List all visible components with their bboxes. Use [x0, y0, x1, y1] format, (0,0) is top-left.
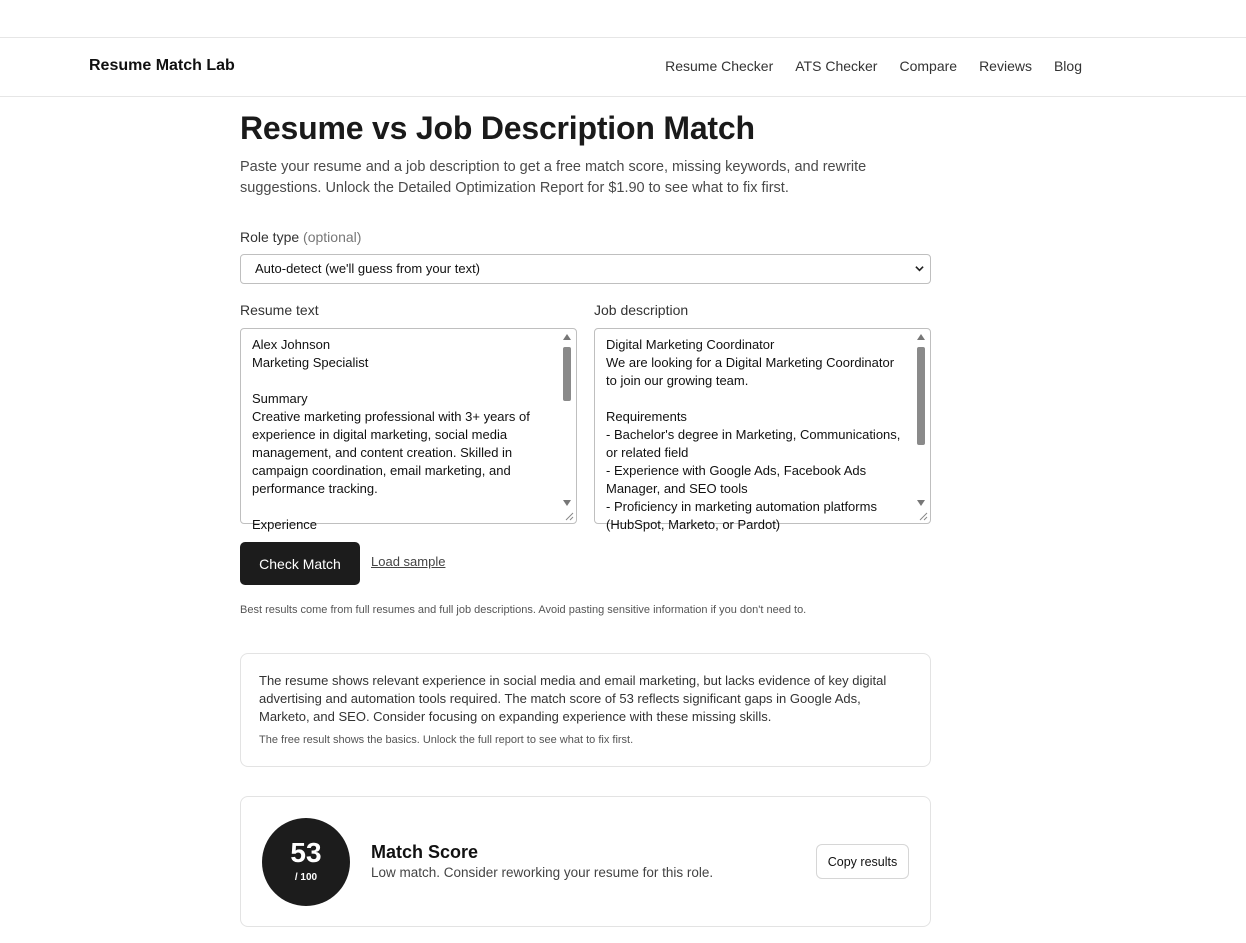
match-score-card [240, 796, 931, 927]
nav-link-compare[interactable]: Compare [899, 58, 958, 74]
resume-text-label: Resume text [240, 302, 319, 318]
load-sample-link[interactable]: Load sample [371, 554, 446, 569]
site-header [0, 38, 1246, 97]
chevron-down-icon [915, 264, 924, 273]
resume-scrollbar[interactable] [562, 333, 572, 507]
main-content [240, 108, 931, 883]
job-description-scrollbar[interactable] [916, 333, 926, 507]
page-title: Resume vs Job Description Match [240, 110, 755, 146]
score-value: 53 [290, 837, 322, 868]
scroll-down-icon[interactable] [916, 499, 926, 507]
resume-scroll-thumb[interactable] [563, 347, 571, 401]
form-hint: Best results come from full resumes and full job descriptions. Avoid pasting sensitive information if you don't need to. [240, 604, 807, 616]
job-description-textarea-content: Digital Marketing Coordinator We are looking for a Digital Marketing Coordinator to join our growing team. Requirements - Bachelor's degree in Marketing, Communications, or related field - Experience with Google Ads, Facebook Ads Manager, and SEO tools - Proficiency in marketing automation platforms (HubSpot, Marketo, or Pardot) [606, 337, 901, 532]
summary-card [240, 653, 931, 767]
job-description-scroll-thumb[interactable] [917, 347, 925, 445]
top-strip [0, 0, 1246, 38]
job-description-textarea[interactable] [594, 328, 931, 532]
nav-link-blog[interactable]: Blog [1053, 58, 1082, 74]
nav-link-ats-checker[interactable]: ATS Checker [795, 58, 878, 74]
resize-handle-icon[interactable] [918, 511, 928, 521]
score-denominator: / 100 [294, 872, 318, 883]
nav-link-resume-checker[interactable]: Resume Checker [665, 58, 774, 74]
main-nav [665, 58, 1082, 74]
resume-textarea[interactable] [240, 328, 577, 532]
page-lead: Paste your resume and a job description to get a free match score, missing keywords, and rewrite suggestions. Unlock the Detailed Optimization Report for $1.90 to see what to fix first. [240, 159, 867, 196]
score-subtitle: Low match. Consider reworking your resume for this role. [371, 865, 714, 880]
copy-results-button[interactable]: Copy results [816, 844, 909, 879]
scroll-up-icon[interactable] [916, 333, 926, 341]
role-type-selected-value: Auto-detect (we'll guess from your text) [255, 261, 481, 276]
summary-note: The free result shows the basics. Unlock the full report to see what to fix first. [259, 734, 634, 746]
summary-text: The resume shows relevant experience in social media and email marketing, but lacks evidence of key digital advertising and automation tools required. The match score of 53 reflects significant gaps in Google Ads, Marketo, and SEO. Consider focusing on expanding experience with these missing skills. [259, 673, 887, 724]
role-type-label [240, 229, 361, 245]
scroll-down-icon[interactable] [562, 499, 572, 507]
scroll-up-icon[interactable] [562, 333, 572, 341]
check-match-button[interactable]: Check Match [240, 542, 360, 585]
score-title: Match Score [371, 842, 479, 862]
resume-textarea-content: Alex Johnson Marketing Specialist Summary Creative marketing professional with 3+ years of experience in digital marketing, social media management, and content creation. Skilled in campaign coordination, email marketing, and performance tracking. Experience [252, 337, 530, 532]
role-type-select[interactable] [240, 254, 931, 284]
role-type-label-text: Role type [240, 229, 300, 245]
resize-handle-icon[interactable] [564, 511, 574, 521]
nav-link-reviews[interactable]: Reviews [979, 58, 1032, 74]
role-type-optional: (optional) [303, 229, 362, 245]
brand-logo[interactable]: Resume Match Lab [89, 57, 235, 74]
job-description-label: Job description [594, 302, 689, 318]
score-badge [262, 818, 350, 906]
